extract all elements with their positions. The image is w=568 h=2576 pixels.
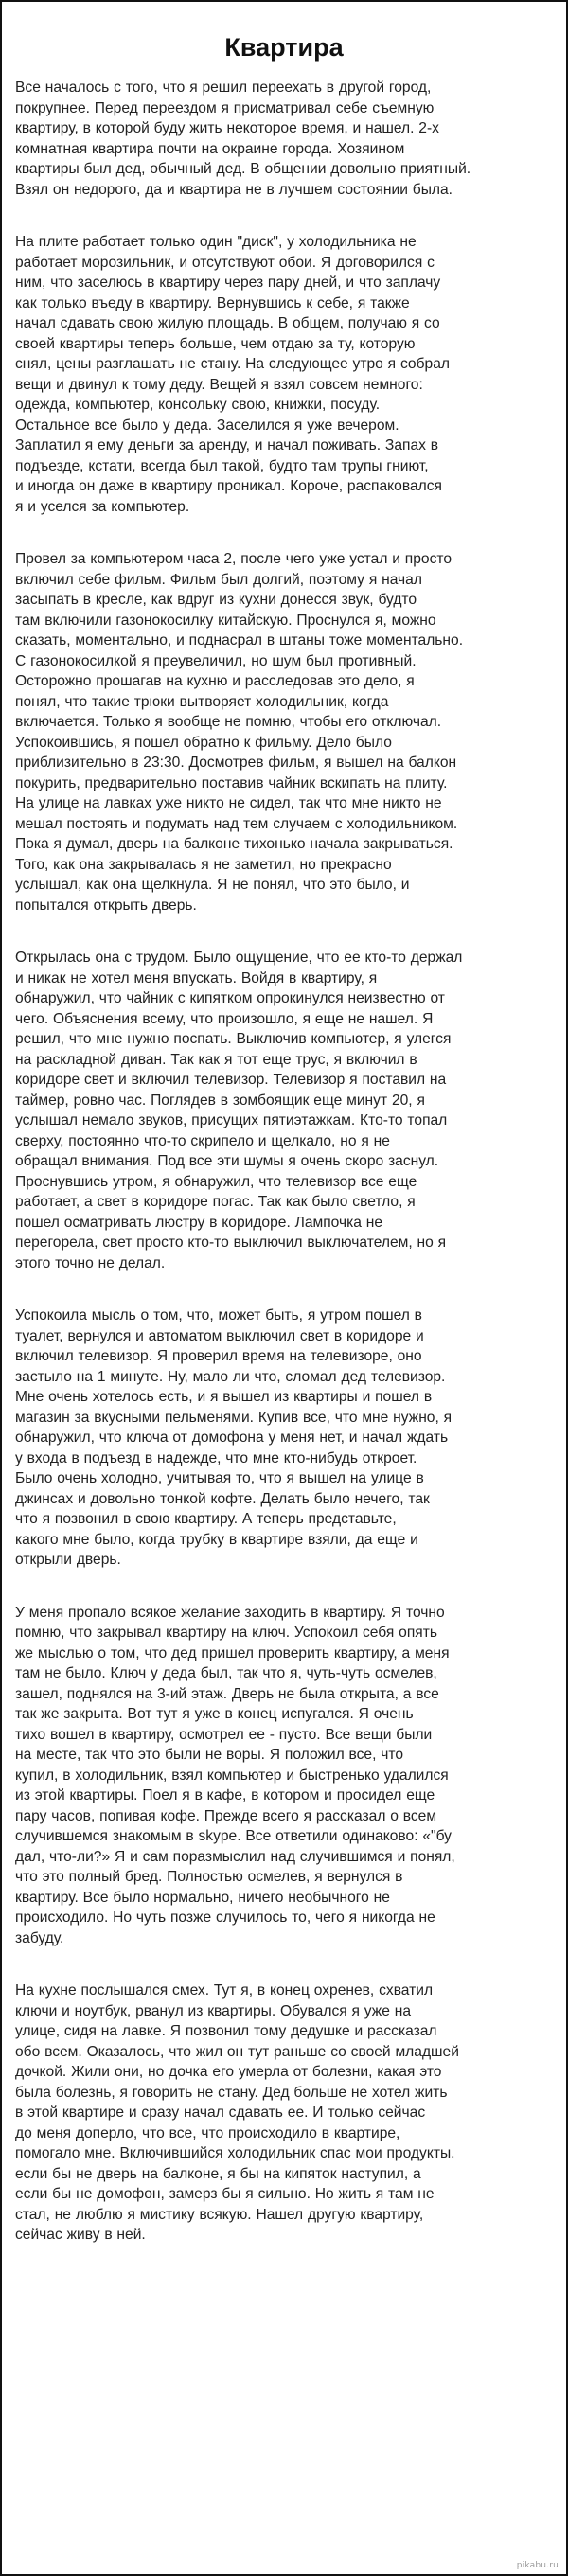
site-watermark: pikabu.ru	[516, 2561, 559, 2570]
page-title: Квартира	[224, 33, 344, 62]
paragraph-2: На плите работает только один "диск", у холодильника не работает морозильник, и отсутствуют обои. Я договорился с ним, что заселюсь в квартиру через пару дней, и что заплачу как только въеду в квартиру. Вернувшись к себе, я также начал сдавать свою жилую площадь. В общем, получаю я со своей квартиры теперь больше, чем отдаю за ту, которую снял, цены разглашать не стану. На следующее утро я собрал вещи и двинул к тому деду. Вещей я взял совсем немного: одежда, компьютер, консольку свою, книжки, посуду. Остальное все было у деда. Заселился я уже вечером. Заплатил я ему деньги за аренду, и начал поживать. Запах в подъезде, кстати, всегда был такой, будто там трупы гниют, и иногда он даже в квартиру проникал. Короче, распаковался я и уселся за компьютер.	[15, 234, 450, 515]
paragraph-1: Все началось с того, что я решил переехать в другой город, покрупнее. Перед переездом я присматривал себе съемную квартиру, в которой буду жить некоторое время, и нашел. 2-х комнатная квартира почти на окраине города. Хозяином квартиры был дед, обычный дед. В общении довольно приятный. Взял он недорого, да и квартира не в лучшем состоянии была.	[15, 80, 471, 198]
paragraph-7: На кухне послышался смех. Тут я, в конец охренев, схватил ключи и ноутбук, рванул из квартиры. Обувался я уже на улице, сидя на лавке. Я позвонил тому дедушке и рассказал обо всем. Оказалось, что жил он тут раньше со своей младшей дочкой. Жили они, но дочка его умерла от болезни, какая это была болезнь, я говорить не стану. Дед больше не хотел жить в этой квартире и сразу начал сдавать ее. И только сейчас до меня доперло, что все, что происходило в квартире, помогало мне. Включившийся холодильник спас мои продукты, если бы не дверь на балконе, я бы на кипяток наступил, а если бы не домофон, замерз бы я сильно. Но жить я там не стал, не люблю я мистику всякую. Нашел другую квартиру, сейчас живу в ней.	[15, 1982, 459, 2243]
story-body	[15, 78, 557, 2278]
paragraph-6: У меня пропало всякое желание заходить в квартиру. Я точно помню, что закрывал квартиру на ключ. Успокоил себя опять же мыслью о том, что дед пришел проверить квартиру, а меня там не было. Ключ у деда был, так что я, чуть-чуть осмелев, зашел, поднялся на 3-ий этаж. Дверь не была открыта, а все так же закрыта. Вот тут я уже в конец испугался. Я очень тихо вошел в квартиру, осмотрел ее - пусто. Все вещи были на месте, так что это были не воры. Я положил все, что купил, в холодильник, взял компьютер и быстренько удалился из этой квартиры. Поел я в кафе, в котором и просидел еще пару часов, попивая кофе. Прежде всего я рассказал о всем случившемся знакомым в skype. Все ответили одинаково: «"бу дал, что-ли?» Я и сам поразмыслил над случившимся и понял, что это полный бред. Полностью осмелев, я вернулся в квартиру. Все было нормально, ничего необычного не происходило. Но чуть позже случилось то, чего я никогда не забуду.	[15, 1604, 455, 1946]
paragraph-3: Провел за компьютером часа 2, после чего уже устал и просто включил себе фильм. Фильм был долгий, поэтому я начал засыпать в кресле, как вдруг из кухни донесся звук, будто там включили газонокосилку китайскую. Проснулся я, можно сказать, моментально, и поднасрал в штаны тоже моментально. С газонокосилкой я преувеличил, но шум был противный. Осторожно прошагав на кухню и расследовав это дело, я понял, что такие трюки вытворяет холодильник, когда включается. Только я вообще не помню, чтобы его отключал. Успокоившись, я пошел обратно к фильму. Дело было приблизительно в 23:30. Досмотрев фильм, я вышел на балкон покурить, предварительно поставив чайник вскипать на плиту. На улице на лавках уже никто не сидел, так что мне никто не мешал постоять и подумать над тем случаем с холодильником. Пока я думал, дверь на балконе тихонько начала закрываться. Того, как она закрывалась я не заметил, но прекрасно услышал, как она щелкнула. Я не понял, что это было, и попытался открыть дверь.	[15, 551, 464, 914]
paragraph-4: Открылась она с трудом. Было ощущение, что ее кто-то держал и никак не хотел меня впускать. Войдя в квартиру, я обнаружил, что чайник с кипятком опрокинулся неизвестно от чего. Объяснения всему, что произошло, я еще не нашел. Я решил, что мне нужно поспать. Выключив компьютер, я улегся на раскладной диван. Так как я тот еще трус, я включил в коридоре свет и включил телевизор. Телевизор я поставил на таймер, ровно час. Поглядев в зомбоящик еще минут 20, я услышал немало звуков, присущих пятиэтажкам. Кто-то топал сверху, постоянно что-то скрипело и щелкало, но я не обращал внимания. Под все эти шумы я очень скоро заснул. Проснувшись утром, я обнаружил, что телевизор все еще работает, а свет в коридоре погас. Так как было светло, я пошел осматривать люстру в коридоре. Лампочка не перегорела, свет просто кто-то выключил выключателем, но я этого точно не делал.	[15, 950, 463, 1271]
paragraph-5: Успокоила мысль о том, что, может быть, я утром пошел в туалет, вернулся и автоматом выключил свет в коридоре и включил телевизор. Я проверил время на телевизоре, оно застыло на 1 минуте. Ну, мало ли что, сломал дед телевизор. Мне очень хотелось есть, и я вышел из квартиры и пошел в магазин за вкусными пельменями. Купив все, что мне нужно, я обнаружил, что ключа от домофона у меня нет, и начал ждать у входа в подъезд в надежде, что мне кто-нибудь откроет. Было очень холодно, учитывая то, что я вышел на улице в джинсах и довольно тонкой кофте. Делать было нечего, так что я позвонил в свою квартиру. А теперь представьте, какого мне было, когда трубку в квартире взяли, да еще и открыли дверь.	[15, 1307, 453, 1568]
